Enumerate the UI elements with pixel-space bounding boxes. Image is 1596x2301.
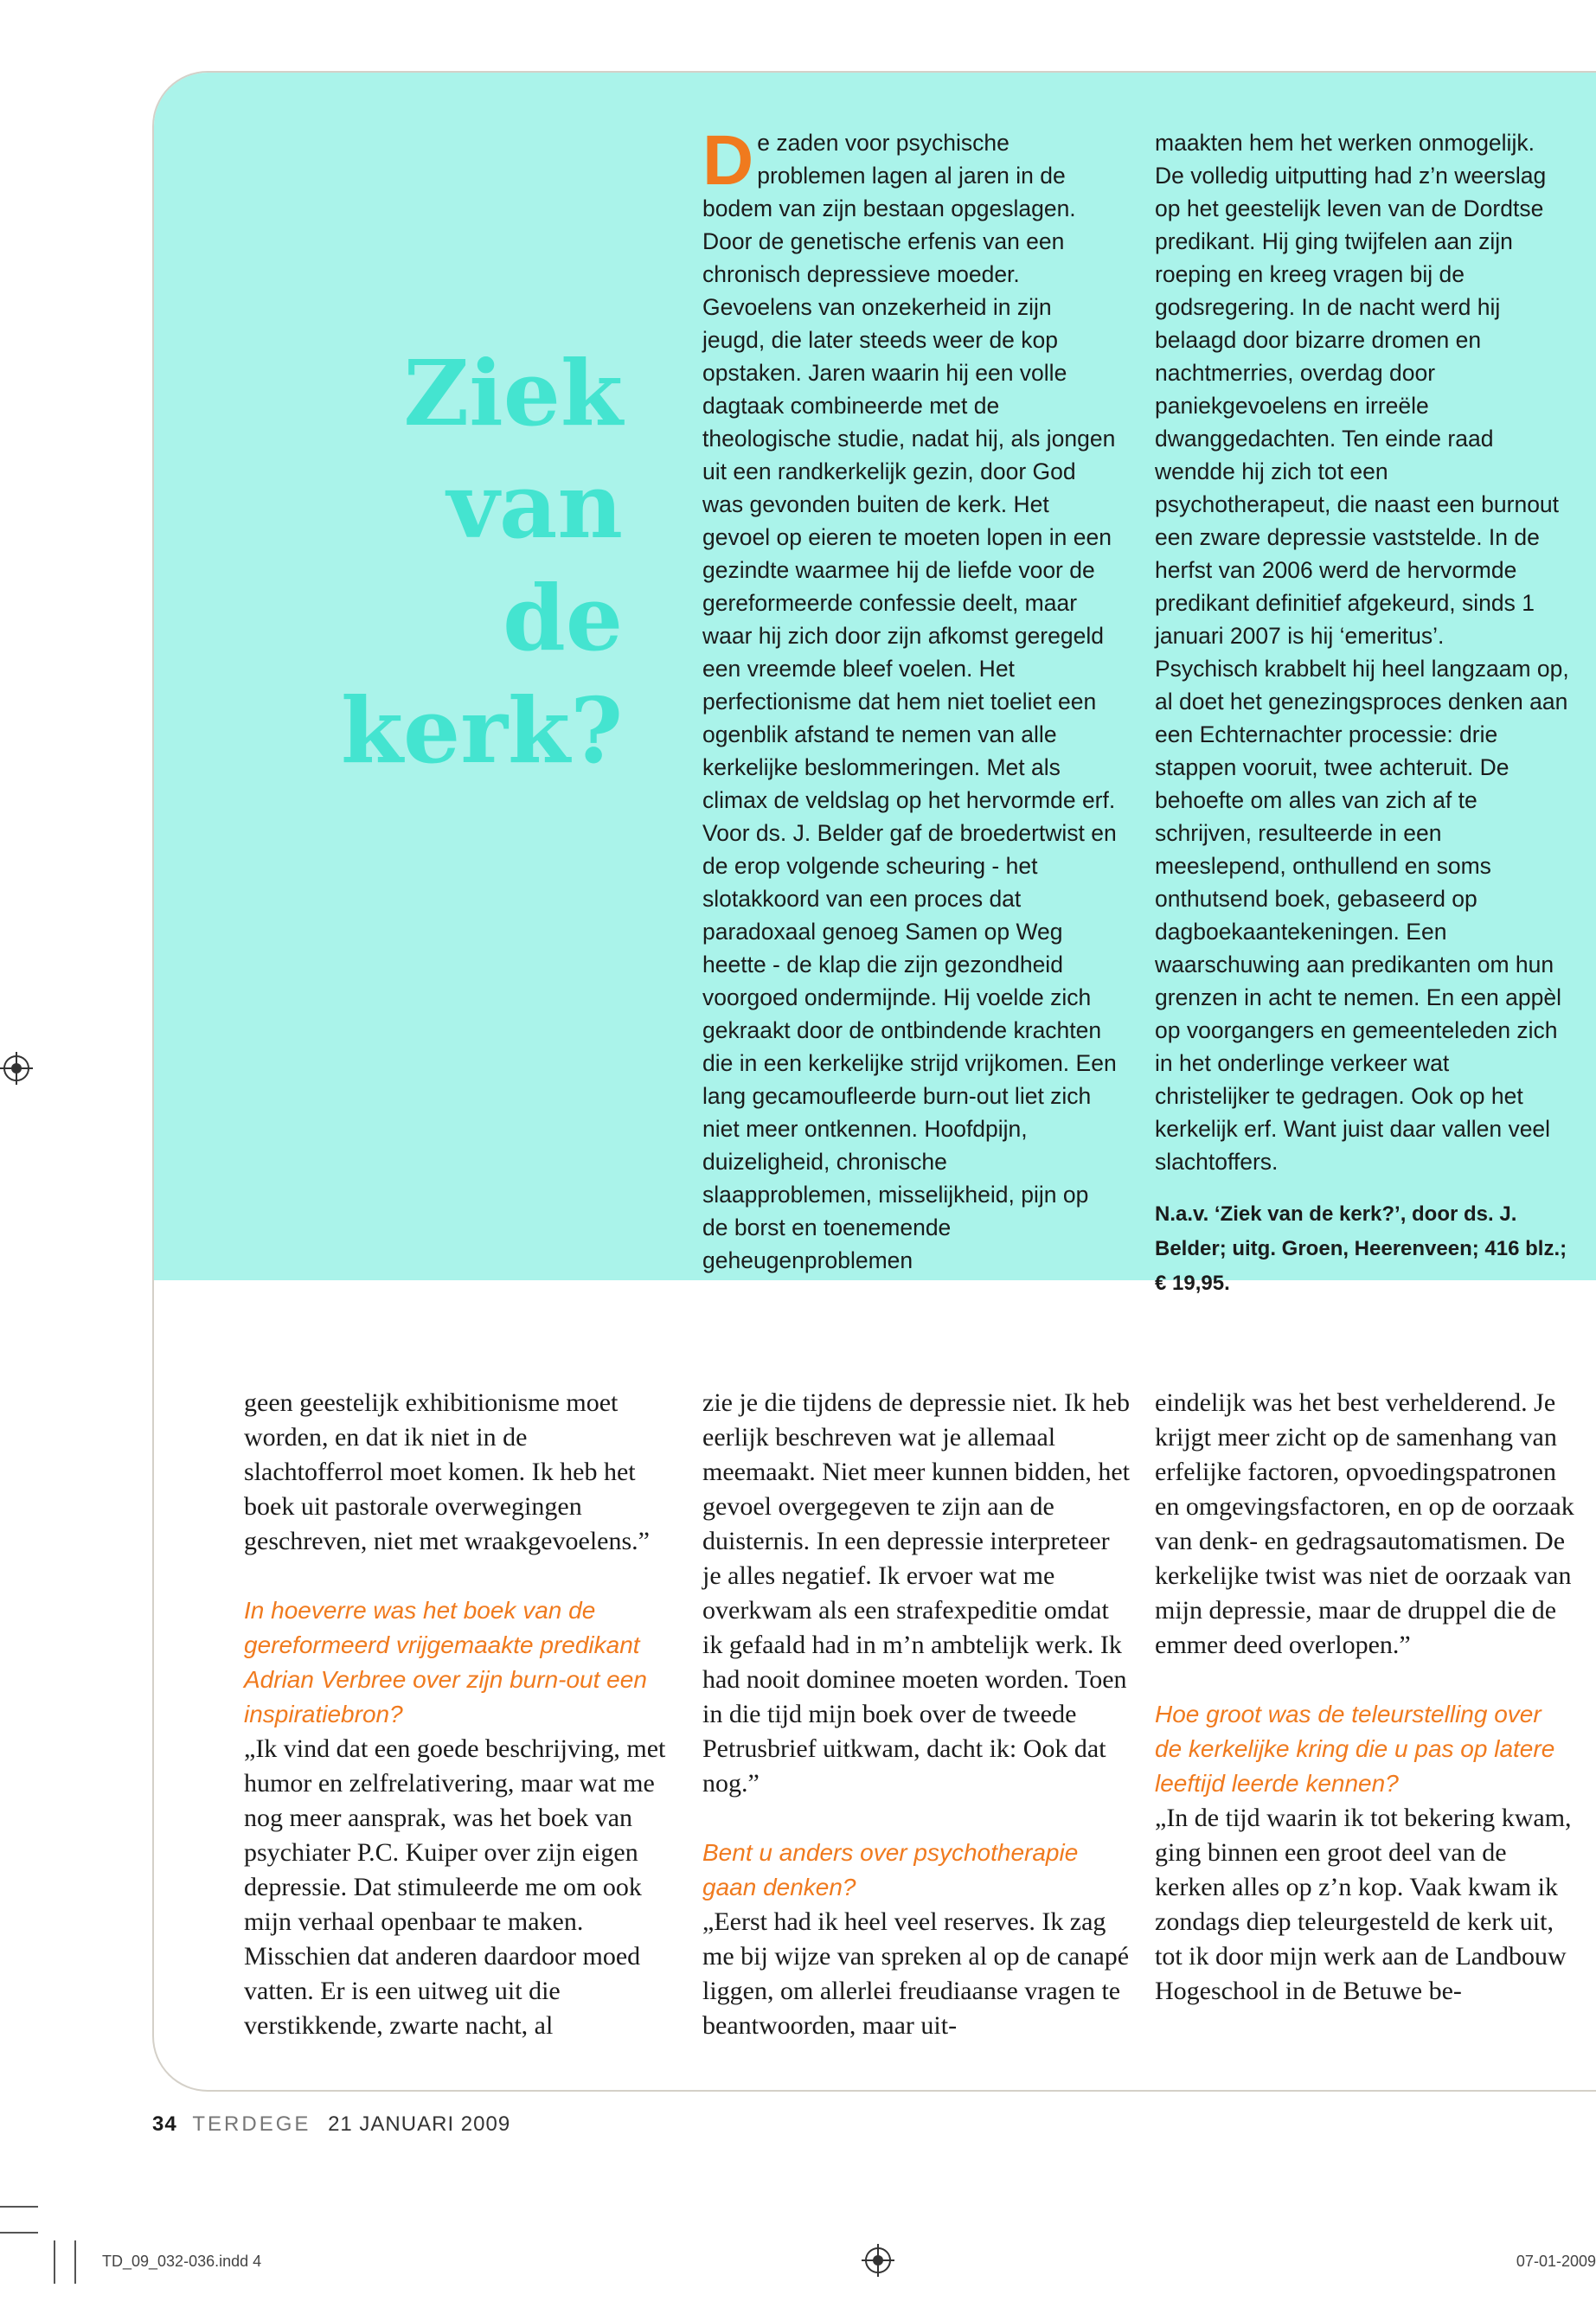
crop-mark — [0, 2206, 38, 2208]
page-folio — [152, 2112, 510, 2137]
body-paragraph: „In de tijd waarin ik tot bekering kwam, ging binnen een groot deel van de kerken alles op z’n kop. Vaak kwam ik zondags diep teleurgesteld de kerk uit, tot ik door mijn werk aan de Landbouw Hogeschool in de Betuwe be- — [1155, 1804, 1572, 2005]
review-title — [311, 337, 623, 787]
drop-cap: D — [702, 121, 754, 200]
crop-mark — [0, 2232, 38, 2234]
interview-question: In hoeverre was het boek van de gereformeerd vrijgemaakte predikant Adrian Verbree over zijn burn-out een inspiratiebron? — [244, 1597, 647, 1727]
review-title-line: van de — [446, 452, 623, 671]
review-paragraph: Voor ds. J. Belder gaf de broedertwist en de erop volgende scheuring - het slotakkoord van een proces dat paradoxaal genoeg Samen op Weg heette - de klap die zijn gezondheid voorgoed ondermijnde. Hij voelde zich gekraakt door de ontbindende krachten die in een kerkelijke strijd vrijkomen. Een lang gecamoufleerde burn-out liet zich niet meer ontkennen. Hoofdpijn, duizeligheid, chronische slaapproblemen, misselijkheid, pijn op de borst en toenemende geheugenproblemen — [702, 820, 1117, 1273]
interview-question: Bent u anders over psychotherapie gaan denken? — [702, 1839, 1079, 1900]
crop-mark — [54, 2240, 55, 2284]
registration-dot — [873, 2255, 883, 2266]
interview-column-1 — [244, 1386, 672, 2043]
review-paragraph: Psychisch krabbelt hij heel langzaam op, al doet het genezingsproces denken aan een Echternachter processie: drie stappen vooruit, twee achteruit. De behoefte om alles van zich af te schrijven, resulteerde in een meeslepend, onthullend en soms onthutsend boek, gebaseerd op dagboekaantekeningen. Een waarschuwing aan predikanten om hun grenzen in acht te nemen. En een appèl op voorgangers en gemeenteleden zich in het onderlinge verkeer wat christelijker te gedragen. Ook op het kerkelijk erf. Want juist daar vallen veel slachtoffers. — [1155, 656, 1569, 1175]
body-paragraph: „Eerst had ik heel veel reserves. Ik zag me bij wijze van spreken al op de canapé liggen, om allerlei freudiaanse vragen te beantwoorden, maar uit- — [702, 1907, 1130, 2040]
registration-mark-icon — [865, 2247, 891, 2273]
review-paragraph: De zaden voor psychische problemen lagen al jaren in de bodem van zijn bestaan opgeslagen. Door de genetische erfenis van een chronisch depressieve moeder. Gevoelens van onzekerheid in zijn jeugd, die later steeds weer de kop opstaken. Jaren waarin hij een volle dagtaak combineerde met de theologische studie, nadat hij, als jongen uit een randkerkelijk gezin, door God was gevonden buiten de kerk. Het gevoel op eieren te moeten lopen in een gezindte waarmee hij de liefde voor de gereformeerde confessie deelt, maar waar hij zich door zijn afkomst geregeld een vreemde bleef voelen. Het perfectionisme dat hem niet toeliet een ogenblik afstand te nemen van alle kerkelijke beslommeringen. Met als climax de veldslag op het hervormde erf. — [702, 121, 1116, 813]
page-number: 34 — [152, 2112, 177, 2136]
interview-question: Hoe groot was de teleurstelling over de kerkelijke kring die u pas op latere leeftijd leerde kennen? — [1155, 1701, 1555, 1797]
body-paragraph: zie je die tijdens de depressie niet. Ik heb eerlijk beschreven wat je allemaal meemaakt. Niet meer kunnen bidden, het gevoel overgegeven te zijn aan de duisternis. In een depressie interpreteer je alles negatief. Ik ervoer wat me overkwam als een strafexpeditie omdat ik gefaald had in m’n ambtelijk werk. Ik had nooit dominee moeten worden. Toen in die tijd mijn boek over de tweede Petrusbrief uitkwam, dacht ik: Ook dat nog.” — [702, 1388, 1130, 1798]
review-paragraph: maakten hem het werken onmogelijk. De volledig uitputting had z’n weerslag op het geestelijk leven van de Dordtse predikant. Hij ging twijfelen aan zijn roeping en kreeg vragen bij de godsregering. In de nacht werd hij belaagd door bizarre dromen en nachtmerries, overdag door paniekgevoelens en irreële dwanggedachten. Ten einde raad wendde hij zich tot een psychotherapeut, die naast een burnout een zware depressie vaststelde. In de herfst van 2006 werd de hervormde predikant definitief afgekeurd, sinds 1 januari 2007 is hij ‘emeritus’. — [1155, 130, 1560, 649]
review-title-line: Ziek — [403, 340, 623, 446]
crop-mark — [74, 2240, 76, 2284]
review-title-line: kerk? — [340, 677, 623, 784]
registration-dot — [11, 1063, 22, 1074]
body-paragraph: „Ik vind dat een goede beschrijving, met humor en zelfrelativering, maar wat me nog meer aansprak, was het boek van psychiater P.C. Kuiper over zijn eigen depressie. Dat stimuleerde me om ook mijn verhaal openbaar te maken. Misschien dat anderen daardoor moed vatten. Er is een uitweg uit die verstikkende, zwarte nacht, al — [244, 1734, 666, 2040]
interview-column-3 — [1155, 1386, 1574, 2009]
review-column-left — [702, 121, 1119, 1277]
issue-date: 21 JANUARI 2009 — [328, 2112, 511, 2136]
book-credits: N.a.v. ‘Ziek van de kerk?’, door ds. J. Belder; uitg. Groen, Heerenveen; 416 blz.; € 19,95. — [1155, 1202, 1567, 1295]
body-paragraph: geen geestelijk exhibitionisme moet worden, en dat ik niet in de slachtofferrol moet komen. Ik heb het boek uit pastorale overwegingen geschreven, niet met wraakgevoelens.” — [244, 1388, 650, 1555]
slug-date: 07-01-2009 — [1516, 2253, 1596, 2270]
review-column-right — [1155, 126, 1570, 1301]
registration-mark-icon — [3, 1055, 29, 1081]
interview-column-2 — [702, 1386, 1131, 2043]
body-paragraph: eindelijk was het best verhelderend. Je krijgt meer zicht op de samenhang van erfelijke factoren, opvoedingspatronen en omgevingsfactoren, en op de oorzaak van denk- en gedragsautomatismen. De kerkelijke twist was niet de oorzaak van mijn depressie, maar de druppel die de emmer deed overlopen.” — [1155, 1388, 1574, 1659]
slug-filename: TD_09_032-036.indd 4 — [102, 2253, 262, 2270]
magazine-name: TERDEGE — [192, 2112, 311, 2136]
